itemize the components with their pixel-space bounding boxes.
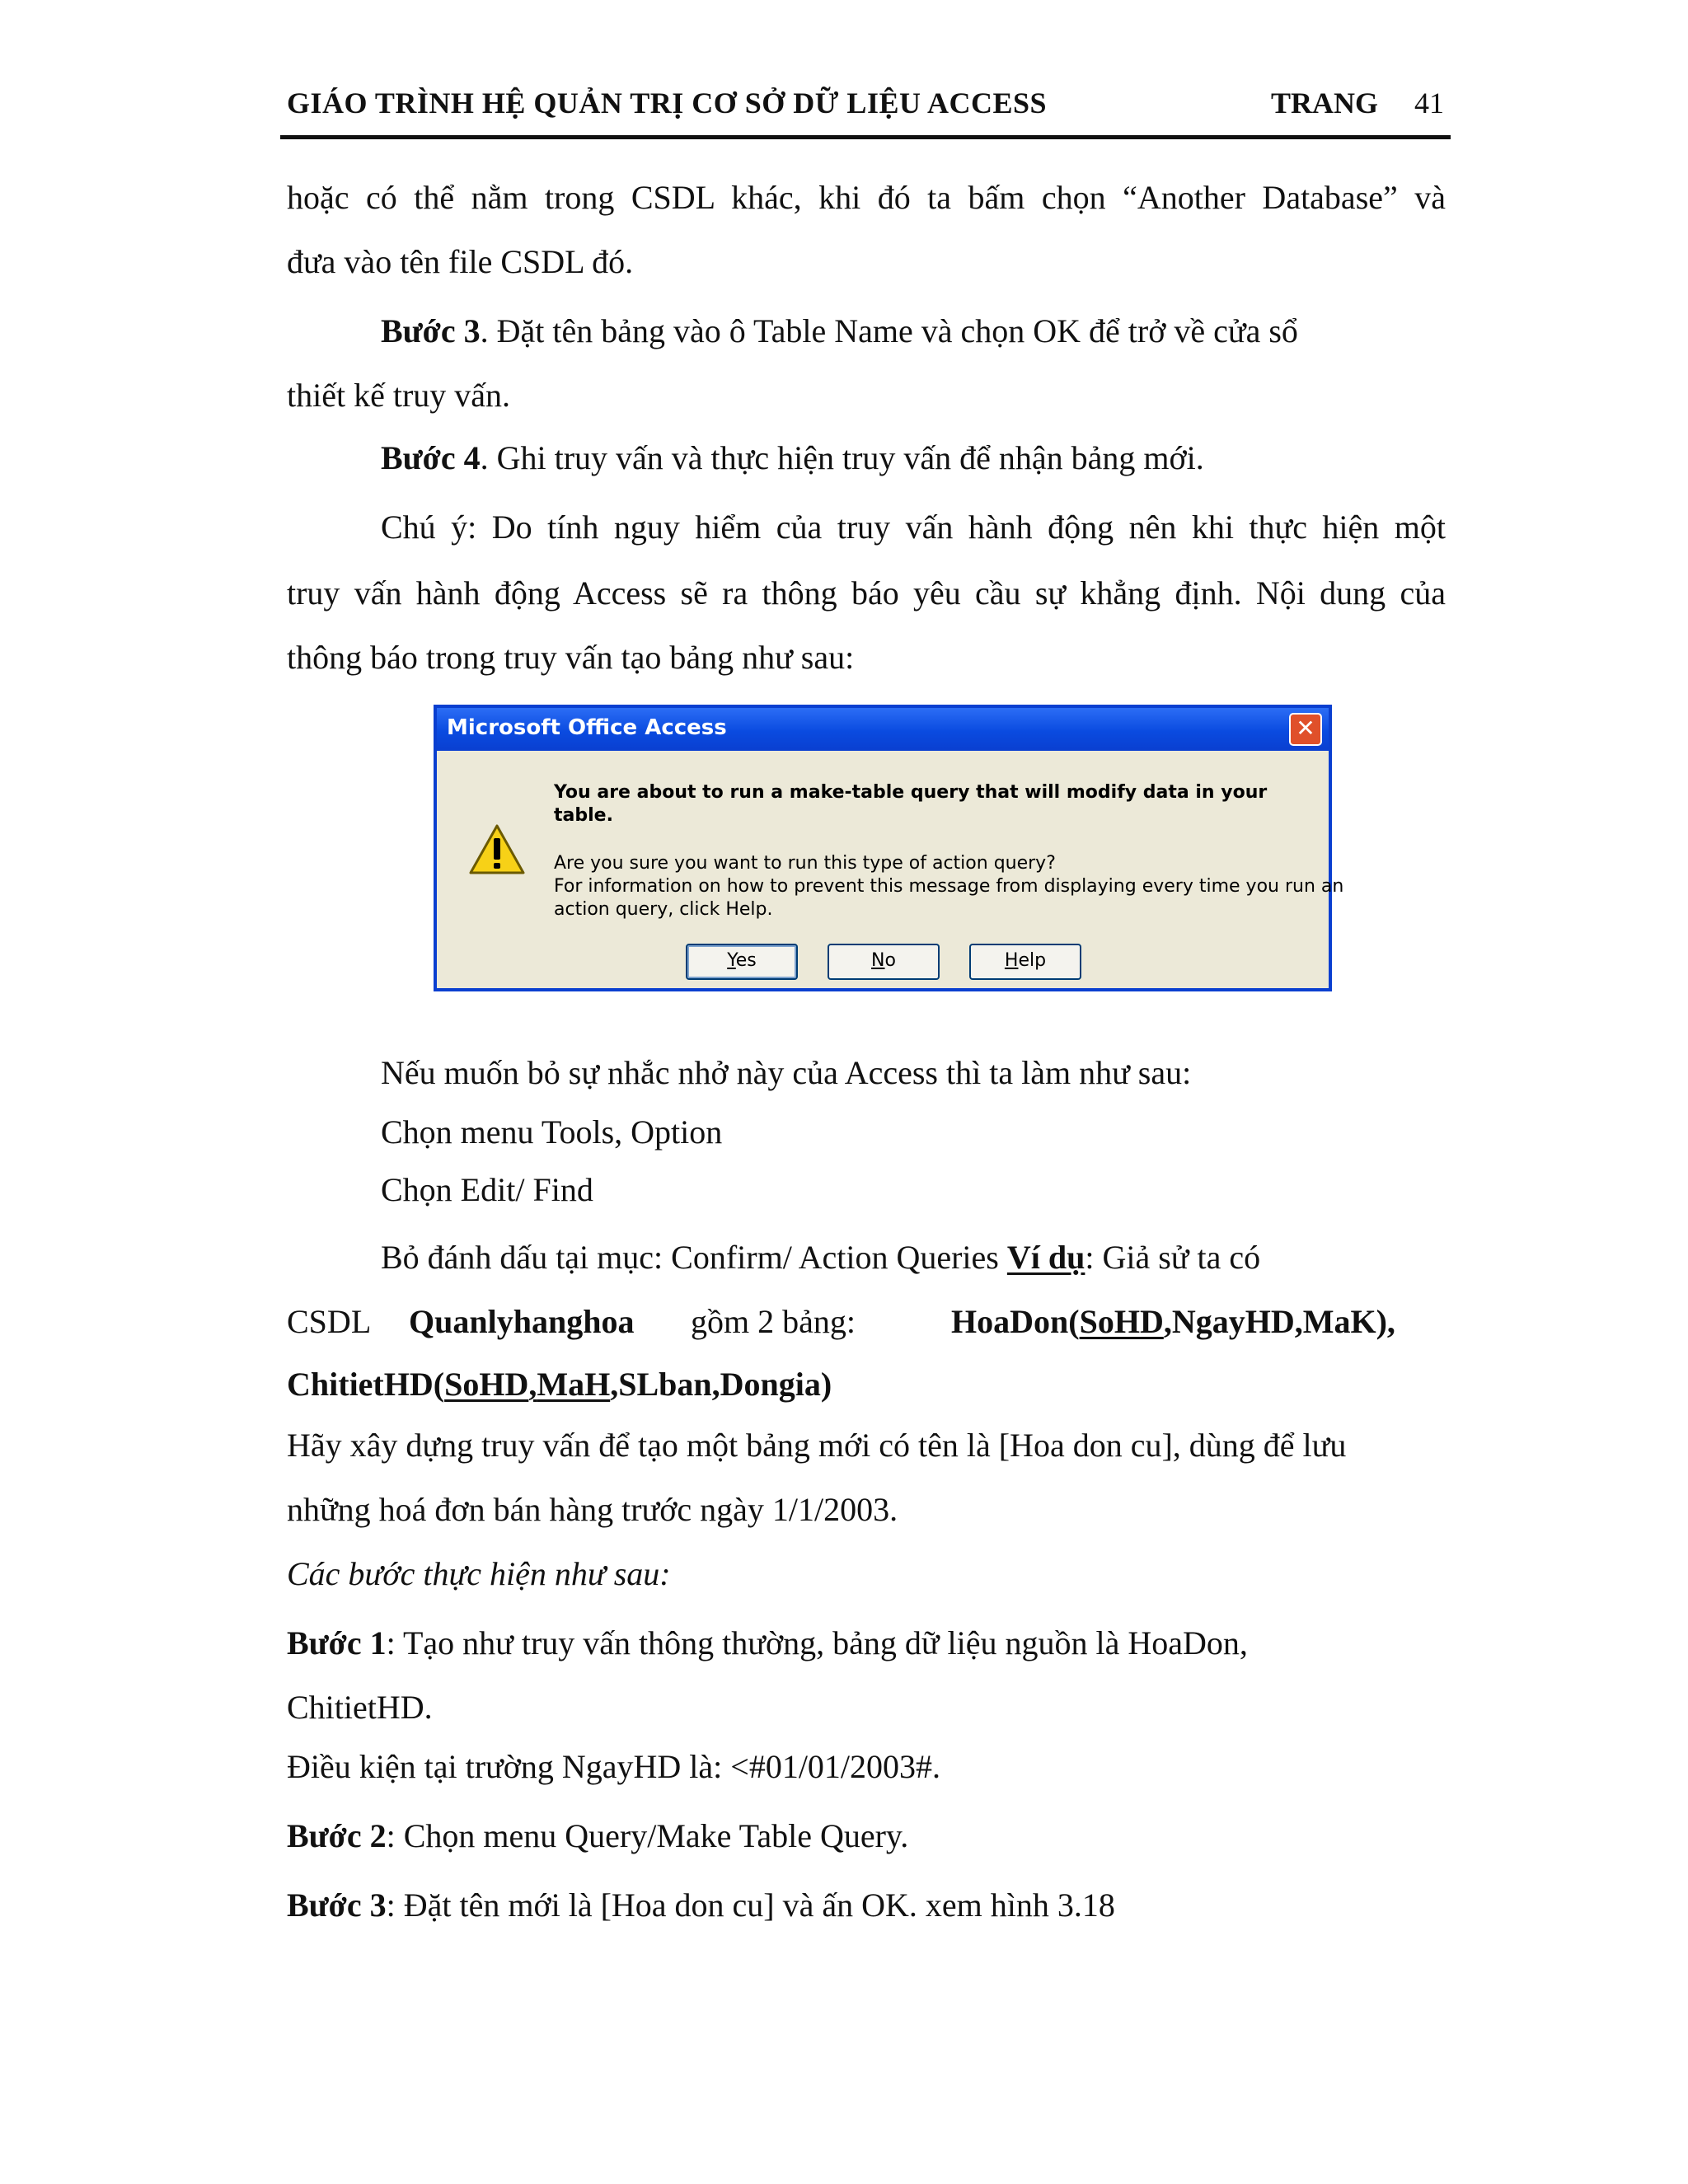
table1-rest: ,NgayHD,MaK), bbox=[1163, 1303, 1395, 1340]
example-gom: gồm 2 bảng: bbox=[691, 1303, 856, 1340]
header-title: GIÁO TRÌNH HỆ QUẢN TRỊ CƠ SỞ DỮ LIỆU ACCESS bbox=[287, 87, 1048, 120]
header-page-number: 41 bbox=[1414, 87, 1444, 120]
ex-step3-text: : Đặt tên mới là [Hoa don cu] và ấn OK. xem hình 3.18 bbox=[386, 1886, 1115, 1924]
table2-key1: SoHD bbox=[444, 1366, 529, 1403]
help-button[interactable] bbox=[969, 944, 1081, 980]
header-page-label: TRANG bbox=[1270, 87, 1378, 120]
ex-step1-line1 bbox=[287, 1624, 1248, 1663]
ex-step3-line bbox=[287, 1886, 1115, 1925]
yes-button[interactable] bbox=[686, 944, 798, 980]
dialog-message-3: action query, click Help. bbox=[554, 899, 773, 920]
no-label: o bbox=[884, 950, 896, 971]
step4-line bbox=[381, 438, 1204, 478]
no-button[interactable] bbox=[828, 944, 940, 980]
ex-step1-line3: Điều kiện tại trường NgayHD là: <#01/01/2003#. bbox=[287, 1748, 941, 1785]
no-hotkey: N bbox=[871, 950, 885, 971]
example-table1 bbox=[951, 1302, 1395, 1342]
step3-label: Bước 3 bbox=[381, 312, 481, 349]
note-line2: truy vấn hành động Access sẽ ra thông báo yêu cầu sự khẳng định. Nội dung của bbox=[287, 574, 1446, 612]
dialog-message-bold-2: table. bbox=[554, 805, 613, 826]
ex-step2-line bbox=[287, 1816, 908, 1856]
dialog-title: Microsoft Office Access bbox=[447, 715, 727, 740]
close-icon[interactable]: ✕ bbox=[1289, 713, 1322, 746]
table1-key: SoHD bbox=[1079, 1303, 1164, 1340]
dialog-message-2: For information on how to prevent this message from displaying every time you run an bbox=[554, 876, 1344, 897]
dialog-titlebar bbox=[437, 708, 1329, 751]
page-header bbox=[280, 86, 1451, 139]
step4-text: . Ghi truy vấn và thực hiện truy vấn để nhận bảng mới. bbox=[480, 439, 1204, 476]
para1-line2: đưa vào tên file CSDL đó. bbox=[287, 243, 634, 280]
table2-name: ChitietHD( bbox=[287, 1366, 445, 1403]
tips-line4-a: Bỏ đánh dấu tại mục: Confirm/ Action Queries bbox=[381, 1239, 1007, 1276]
note-line3: thông báo trong truy vấn tạo bảng như sau: bbox=[287, 639, 855, 676]
yes-hotkey: Y bbox=[727, 950, 736, 971]
example-label: Ví dụ bbox=[1006, 1239, 1085, 1276]
step4-label: Bước 4 bbox=[381, 439, 481, 476]
dialog-message-1: Are you sure you want to run this type of action query? bbox=[554, 853, 1056, 874]
example-table2 bbox=[287, 1365, 832, 1404]
warning-icon bbox=[468, 823, 526, 876]
tips-line1: Nếu muốn bỏ sự nhắc nhở này của Access thì ta làm như sau: bbox=[381, 1054, 1192, 1091]
example-steps-heading: Các bước thực hiện như sau: bbox=[287, 1555, 671, 1592]
tips-line4-b: : Giả sử ta có bbox=[1085, 1239, 1261, 1276]
table2-key2: MaH bbox=[537, 1366, 611, 1403]
table2-comma: , bbox=[528, 1366, 537, 1403]
ex-step1-text: : Tạo như truy vấn thông thường, bảng dữ liệu nguồn là HoaDon, bbox=[386, 1624, 1248, 1661]
step3-line2: thiết kế truy vấn. bbox=[287, 377, 511, 414]
dialog-message-bold-1: You are about to run a make-table query that will modify data in your bbox=[554, 782, 1268, 803]
ex-step2-text: : Chọn menu Query/Make Table Query. bbox=[386, 1817, 909, 1854]
example-csdl: CSDL bbox=[287, 1303, 372, 1340]
help-hotkey: H bbox=[1004, 950, 1019, 971]
tips-line4 bbox=[381, 1238, 1260, 1277]
table1-name: HoaDon( bbox=[951, 1303, 1080, 1340]
step3-line1 bbox=[381, 312, 1298, 351]
step3-text: . Đặt tên bảng vào ô Table Name và chọn OK để trở về cửa sổ bbox=[480, 312, 1298, 349]
example-task-line1: Hãy xây dựng truy vấn để tạo một bảng mới có tên là [Hoa don cu], dùng để lưu bbox=[287, 1427, 1347, 1464]
yes-label: es bbox=[735, 950, 757, 971]
table2-rest: ,SLban,Dongia) bbox=[610, 1366, 832, 1403]
ex-step1-line2: ChitietHD. bbox=[287, 1689, 433, 1726]
tips-line2: Chọn menu Tools, Option bbox=[381, 1113, 723, 1151]
access-confirm-dialog bbox=[434, 705, 1344, 991]
ex-step3-label: Bước 3 bbox=[287, 1886, 387, 1924]
example-task-line2: những hoá đơn bán hàng trước ngày 1/1/2003. bbox=[287, 1491, 898, 1528]
para1-line1: hoặc có thể nằm trong CSDL khác, khi đó ta bấm chọn “Another Database” và bbox=[287, 179, 1446, 216]
ex-step2-label: Bước 2 bbox=[287, 1817, 387, 1854]
example-db-name: Quanlyhanghoa bbox=[409, 1303, 635, 1340]
note-line1: Chú ý: Do tính nguy hiểm của truy vấn hành động nên khi thực hiện một bbox=[381, 509, 1446, 546]
help-label: elp bbox=[1018, 950, 1047, 971]
ex-step1-label: Bước 1 bbox=[287, 1624, 387, 1661]
tips-line3: Chọn Edit/ Find bbox=[381, 1171, 593, 1208]
